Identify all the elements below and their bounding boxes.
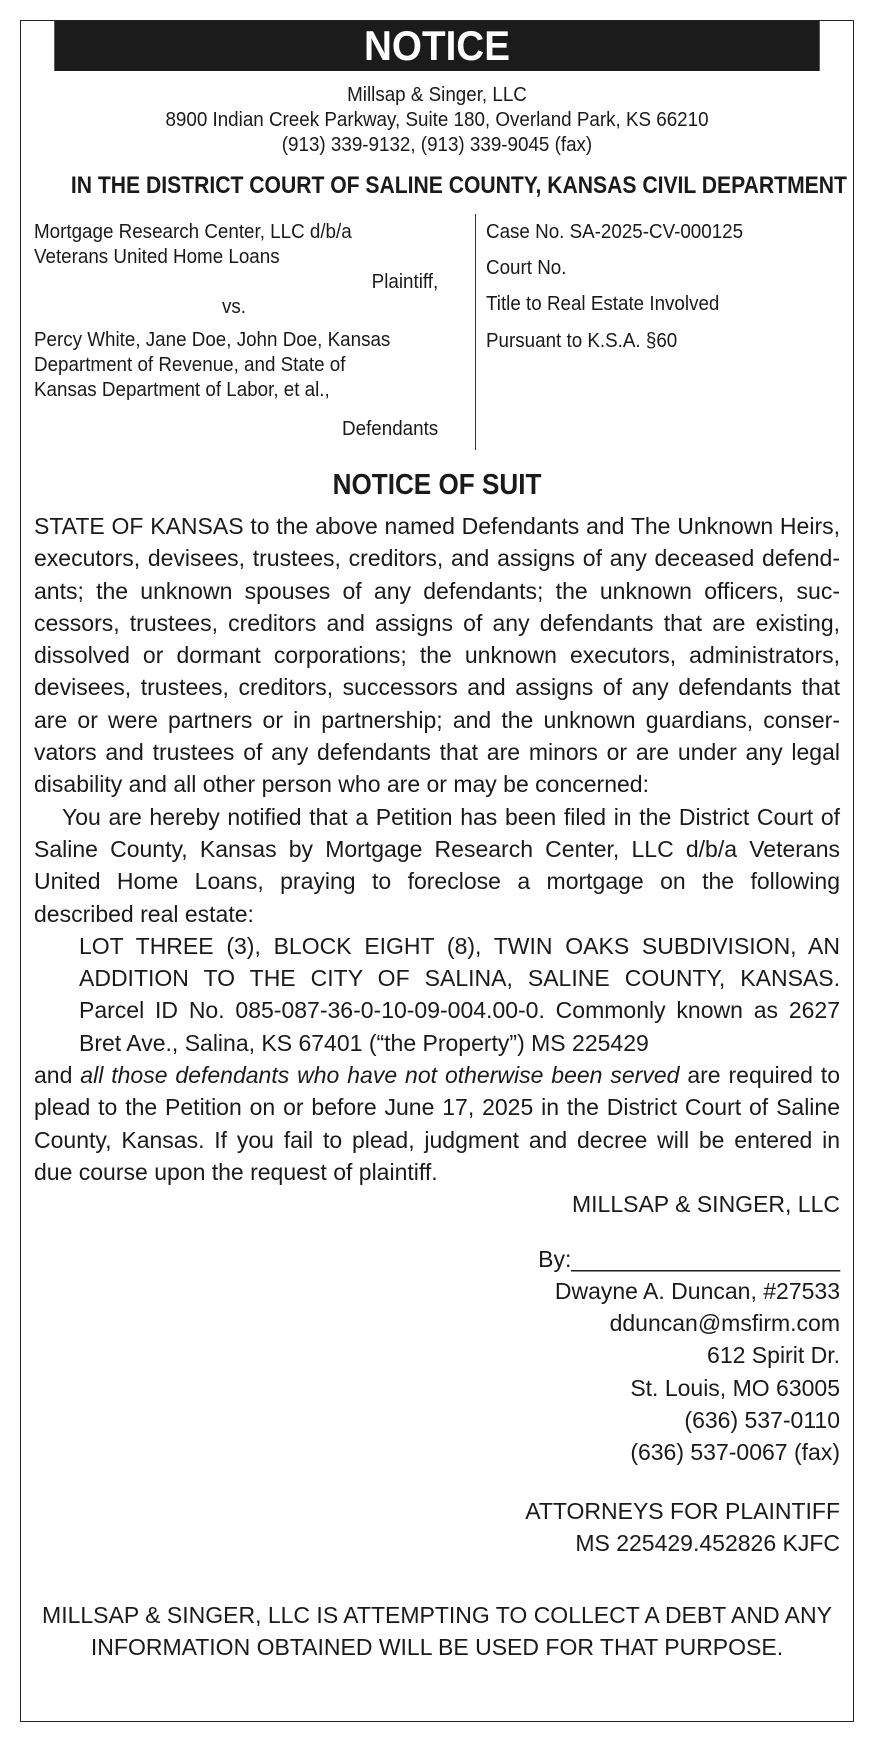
file-reference: MS 225429.452826 KJFC bbox=[575, 1529, 840, 1556]
defendants-line2: Department of Revenue, and State of bbox=[34, 354, 346, 376]
signature-by-line: By:_____________________ bbox=[538, 1245, 840, 1272]
notice-frame bbox=[20, 20, 854, 1722]
disclaimer-line1: MILLSAP & SINGER, LLC IS ATTEMPTING TO COLLECT A DEBT AND ANY bbox=[42, 1602, 832, 1629]
notice-paragraph-1: STATE OF KANSAS to the above named Defendants and The Unknown Heirs, executors, devisees, trustees, creditors, and assigns of any deceased defendants; the unknown spouses of any defendants; the unknown officers, successors, trustees, creditors and assigns of any defendants that are existing, dissolved or dormant corporations; the unknown executors, administrators, devisees, trustees, creditors, successors and assigns of any defendants that are or were partners or in partnership; and the unknown guardians, conservators and trustees of any defendants that are minors or are under any legal disability and all other person who are or may be concerned: bbox=[34, 513, 840, 798]
court-number: Court No. bbox=[486, 257, 567, 279]
signature-spacer-2 bbox=[21, 1469, 840, 1495]
defendants-role: Defendants bbox=[342, 418, 439, 440]
notice-banner: NOTICE bbox=[54, 21, 819, 71]
plaintiff-name-line2: Veterans United Home Loans bbox=[34, 246, 280, 268]
title-real-estate: Title to Real Estate Involved bbox=[486, 293, 720, 315]
attorney-phone: (636) 537-0110 bbox=[684, 1407, 840, 1434]
attorney-city: St. Louis, MO 63005 bbox=[630, 1374, 840, 1401]
attorneys-role: ATTORNEYS FOR PLAINTIFF bbox=[525, 1497, 840, 1524]
firm-name: Millsap & Singer, LLC bbox=[347, 84, 527, 106]
legal-description: LOT THREE (3), BLOCK EIGHT (8), TWIN OAKS SUBDIVISION, AN ADDITION TO THE CITY OF SALINA, SALINE COUNTY, KANSAS. Parcel ID No. 085-087-36-0-10-09-004.00-0. Commonly known as 2627 Bret Ave., Salina, KS 67401 (“the Property”) MS 225429 bbox=[79, 932, 840, 1056]
notice-of-suit-title: NOTICE OF SUIT bbox=[332, 469, 542, 501]
paragraph-3-end: are required to plead to the Petition on or before June 17, 2025 in the District Court of Saline County, Kansas. If you fail to plead, judgment and decree will be entered in due course upon the request of plaintiff. bbox=[34, 1062, 840, 1185]
attorney-email: dduncan@msfirm.com bbox=[609, 1310, 840, 1337]
court-title: IN THE DISTRICT COURT OF SALINE COUNTY, KANSAS CIVIL DEPARTMENT bbox=[70, 172, 847, 199]
case-caption bbox=[21, 214, 853, 450]
notice-body bbox=[21, 510, 853, 1188]
firm-address: 8900 Indian Creek Parkway, Suite 180, Overland Park, KS 66210 bbox=[165, 109, 709, 131]
signature-firm: MILLSAP & SINGER, LLC bbox=[571, 1191, 840, 1218]
paragraph-3-italic: all those defendants who have not otherwise been served bbox=[80, 1062, 680, 1089]
versus-label: vs. bbox=[222, 296, 247, 318]
statute-reference: Pursuant to K.S.A. §60 bbox=[486, 330, 678, 352]
firm-phone: (913) 339-9132, (913) 339-9045 (fax) bbox=[281, 134, 593, 156]
disclaimer-line2: INFORMATION OBTAINED WILL BE USED FOR THAT PURPOSE. bbox=[90, 1634, 784, 1661]
notice-paragraph-2: You are hereby notified that a Petition has been filed in the District Court of Saline County, Kansas by Mortgage Research Center, LLC d/b/a Veterans United Home Loans, praying to foreclose a mortgage on the following described real estate: bbox=[34, 803, 840, 927]
attorney-street: 612 Spirit Dr. bbox=[707, 1342, 840, 1369]
signature-spacer bbox=[21, 1221, 840, 1243]
defendants-line1: Percy White, Jane Doe, John Doe, Kansas bbox=[34, 329, 391, 351]
case-number: Case No. SA-2025-CV-000125 bbox=[486, 221, 744, 243]
firm-header bbox=[46, 83, 828, 158]
debt-collection-disclaimer bbox=[21, 1599, 853, 1663]
plaintiff-name-line1: Mortgage Research Center, LLC d/b/a bbox=[34, 221, 352, 243]
plaintiff-role: Plaintiff, bbox=[371, 271, 439, 293]
case-info-block bbox=[486, 220, 824, 354]
defendants-line3: Kansas Department of Labor, et al., bbox=[34, 379, 330, 401]
caption-divider bbox=[475, 214, 476, 450]
attorney-name: Dwayne A. Duncan, #27533 bbox=[554, 1277, 840, 1304]
notice-paragraph-3 bbox=[34, 1059, 840, 1188]
paragraph-3-start: and bbox=[34, 1062, 81, 1089]
parties-block bbox=[34, 220, 438, 442]
signature-block bbox=[21, 1188, 853, 1559]
attorney-fax: (636) 537-0067 (fax) bbox=[630, 1439, 840, 1466]
